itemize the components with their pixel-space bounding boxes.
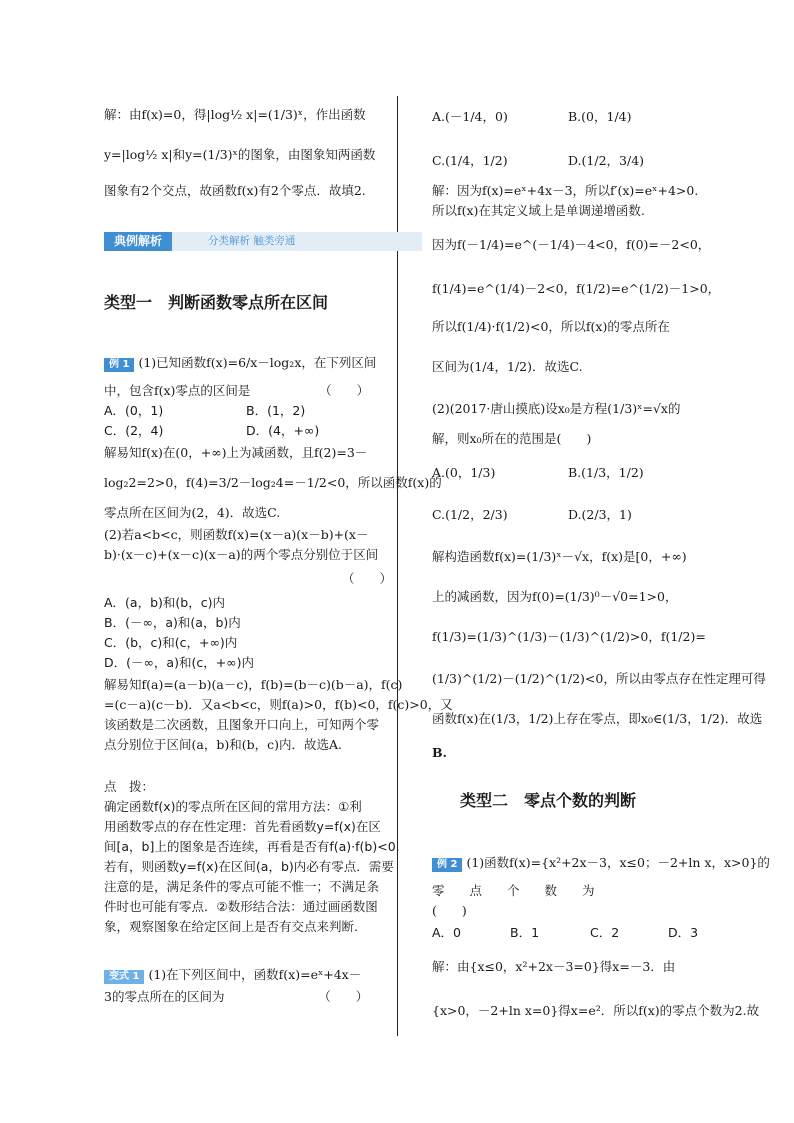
ex1-solution-3: 零点所在区间为(2，4)．故选C.	[104, 505, 281, 520]
tip-title: 点 拨：	[104, 779, 155, 794]
intro-line-3: 图象有2个交点，故函数f(x)有2个零点．故填2.	[104, 183, 366, 198]
ex1-part2-solution-4: 点分别位于区间(a，b)和(b，c)内．故选A.	[104, 737, 342, 752]
example-2-line-1	[432, 854, 770, 872]
var1-solution-6: 区间为(1/4，1/2)．故选C.	[432, 359, 583, 374]
section-title-1: 类型一 判断函数零点所在区间	[104, 293, 329, 312]
intro-line-2: y=|log½ x|和y=(1/3)ˣ的图象，由图象知两函数	[104, 147, 376, 162]
ex1-solution-2: log₂2=2>0，f(4)=3/2－log₂4=－1/2<0，所以函数f(x)的	[104, 475, 442, 490]
var1-solution-5: 所以f(1/4)·f(1/2)<0，所以f(x)的零点所在	[432, 319, 670, 334]
var1-solution-1: 解：因为f(x)=eˣ+4x－3，所以f′(x)=eˣ+4>0.	[432, 183, 699, 198]
tip-line-4: 若有，则函数y=f(x)在区间(a，b)内必有零点．需要	[104, 859, 394, 874]
ex1-part2-solution-3: 该函数是二次函数，且图象开口向上，可知两个零	[104, 717, 380, 732]
example-2-line-3: ( )	[432, 903, 467, 918]
example-1-text: (1)已知函数f(x)=6/x－log₂x，在下列区间	[138, 355, 377, 370]
var1-solution-4: f(1/4)=e^(1/4)－2<0，f(1/2)=e^(1/2)－1>0，	[432, 281, 721, 296]
var1-q2-solution-1: 解构造函数f(x)=(1/3)ˣ－√x，f(x)是[0，+∞)	[432, 549, 687, 564]
var1-q2-solution-4: (1/3)^(1/2)－(1/2)^(1/2)<0，所以由零点存在性定理可得	[432, 671, 766, 686]
var1-option-b: B.(0，1/4)	[568, 109, 632, 124]
banner-tag: 典例解析	[104, 232, 172, 251]
example-2-badge: 例 2	[432, 858, 462, 872]
var1-q2-line-1: (2)(2017·唐山摸底)设x₀是方程(1/3)ˣ=√x的	[432, 401, 681, 416]
example-1-badge: 例 1	[104, 358, 134, 372]
ex1-part2-solution-2: =(c－a)(c－b)．又a<b<c，则f(a)>0，f(b)<0，f(c)>0，又	[104, 697, 453, 712]
example-1-line-1	[104, 354, 376, 372]
ex1-part2-option-a: A．(a，b)和(b，c)内	[104, 595, 225, 610]
var1-option-c: C.(1/4，1/2)	[432, 153, 508, 168]
var1-q2-option-c: C.(1/2，2/3)	[432, 507, 508, 522]
ex1-part2-option-b: B．(－∞，a)和(a，b)内	[104, 615, 241, 630]
ex1-option-d: D．(4，+∞)	[246, 423, 320, 438]
tip-line-5: 注意的是，满足条件的零点可能不惟一；不满足条	[104, 879, 380, 894]
ex1-option-c: C．(2，4)	[104, 423, 164, 438]
var1-q2-option-b: B.(1/3，1/2)	[568, 465, 644, 480]
tip-line-1: 确定函数f(x)的零点所在区间的常用方法：①利	[104, 799, 362, 814]
example-2-text: (1)函数f(x)={x²+2x－3，x≤0；－2+ln x，x>0}的	[466, 855, 770, 870]
ex1-part2-option-c: C．(b，c)和(c，+∞)内	[104, 635, 238, 650]
var1-option-d: D.(1/2，3/4)	[568, 153, 645, 168]
ex2-option-d: D．3	[668, 925, 699, 940]
ex1-part2-solution-1: 解易知f(a)=(a－b)(a－c)，f(b)=(b－c)(b－a)，f(c)	[104, 677, 403, 692]
example-2-line-2: 零 点 个 数 为	[432, 883, 595, 898]
var1-q2-option-d: D.(2/3，1)	[568, 507, 632, 522]
variant-1-line-1	[104, 966, 361, 984]
ex1-part2-line-1: (2)若a<b<c，则函数f(x)=(x－a)(x－b)+(x－	[104, 527, 369, 542]
ex1-part2-line-2: b)·(x－c)+(x－c)(x－a)的两个零点分别位于区间	[104, 547, 379, 562]
variant-1-line-2: 3的零点所在的区间为 （ ）	[104, 989, 369, 1004]
ex2-option-b: B．1	[510, 925, 540, 940]
ex1-option-a: A．(0，1)	[104, 403, 164, 418]
var1-q2-solution-3: f(1/3)=(1/3)^(1/3)－(1/3)^(1/2)>0，f(1/2)=	[432, 629, 706, 644]
ex1-part2-answer-bracket: （ ）	[342, 571, 393, 586]
var1-solution-2: 所以f(x)在其定义域上是单调递增函数.	[432, 203, 645, 218]
ex1-option-b: B．(1，2)	[246, 403, 306, 418]
var1-q2-line-2: 解，则x₀所在的范围是( )	[432, 431, 592, 446]
ex2-option-a: A．0	[432, 925, 462, 940]
variant-1-text: (1)在下列区间中，函数f(x)=eˣ+4x－	[148, 967, 362, 982]
var1-q2-option-a: A.(0，1/3)	[432, 465, 496, 480]
variant-1-badge: 变式 1	[104, 970, 144, 984]
ex1-solution-1: 解易知f(x)在(0，+∞)上为减函数，且f(2)=3－	[104, 445, 368, 460]
section-title-2: 类型二 零点个数的判断	[460, 791, 637, 810]
tip-line-6: 件时也可能有零点．②数形结合法：通过画函数图	[104, 899, 378, 914]
intro-line-1: 解：由f(x)=0，得|log½ x|=(1/3)ˣ，作出函数	[104, 107, 366, 122]
ex2-solution-2: {x>0，－2+ln x=0}得x=e²．所以f(x)的零点个数为2.故	[432, 1003, 760, 1018]
ex2-option-c: C．2	[590, 925, 620, 940]
var1-option-a: A.(－1/4，0)	[432, 109, 508, 124]
example-1-line-2: 中，包含f(x)零点的区间是 （ ）	[104, 383, 370, 398]
var1-solution-3: 因为f(－1/4)=e^(－1/4)－4<0，f(0)=－2<0，	[432, 237, 711, 252]
var1-q2-solution-6: B.	[432, 745, 447, 760]
var1-q2-solution-2: 上的减函数，因为f(0)=(1/3)⁰－√0=1>0，	[432, 589, 678, 604]
ex1-part2-option-d: D．(－∞，a)和(c，+∞)内	[104, 655, 254, 670]
tip-line-7: 象，观察图象在给定区间上是否有交点来判断.	[104, 919, 358, 934]
ex2-solution-1: 解：由{x≤0，x²+2x－3=0}得x=－3．由	[432, 959, 676, 974]
section-banner	[104, 232, 422, 251]
banner-subtitle: 分类解析 触类旁通	[208, 235, 296, 247]
var1-q2-solution-5: 函数f(x)在(1/3，1/2)上存在零点，即x₀∈(1/3，1/2)．故选	[432, 711, 763, 726]
tip-line-3: 间[a，b]上的图象是否连续，再看是否有f(a)·f(b)<0.	[104, 839, 400, 854]
tip-line-2: 用函数零点的存在性定理：首先看函数y=f(x)在区	[104, 819, 381, 834]
